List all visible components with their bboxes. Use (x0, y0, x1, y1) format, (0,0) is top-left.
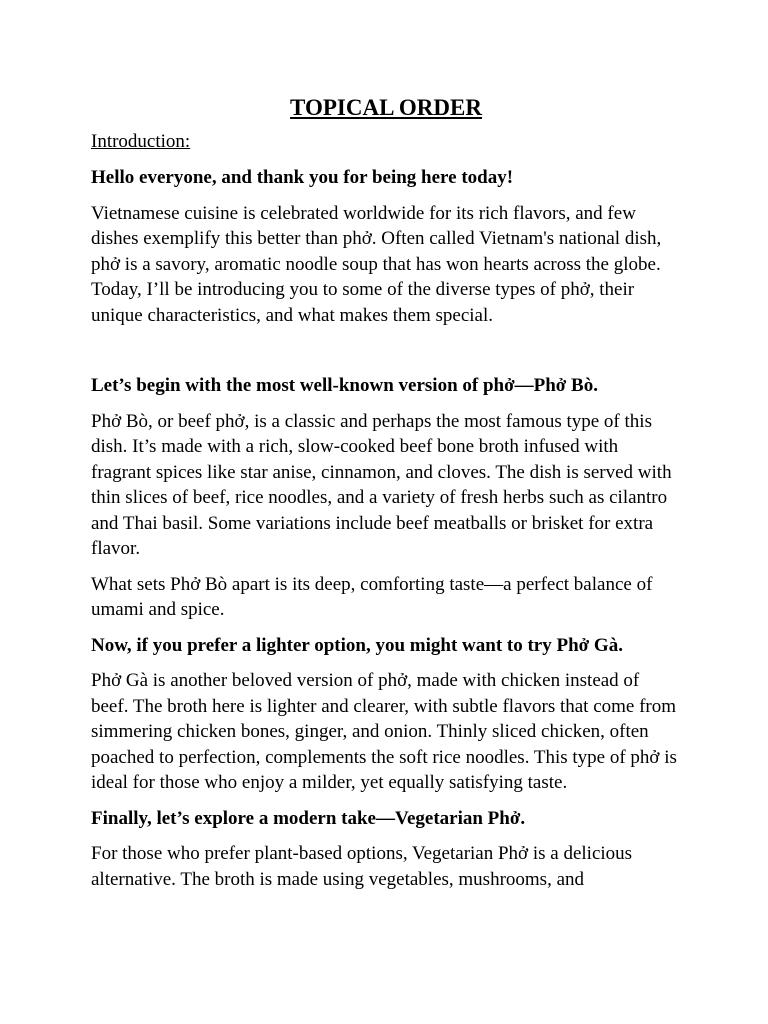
section-veg-paragraph: For those who prefer plant-based options, Vegetarian Phở is a delicious alternative. The broth is made using vegetables, mushrooms, and (91, 843, 633, 890)
intro-label: Introduction: (91, 131, 191, 152)
intro-paragraph: Vietnamese cuisine is celebrated worldwide for its rich flavors, and few dishes exemplify this better than phở. Often called Vietnam's national dish, phở is a savory, aromatic noodle soup that has won hearts across the globe. Today, I’ll be introducing you to some of the diverse types of phở, their unique characteristics, and what makes them special. (91, 202, 662, 326)
document-title: TOPICAL ORDER (290, 95, 482, 120)
section-spacer (91, 338, 681, 373)
section-bo-paragraph-2: What sets Phở Bò apart is its deep, comforting taste—a perfect balance of umami and spice. (91, 573, 653, 620)
section-bo-heading: Let’s begin with the most well-known version of phở—Phở Bò. (91, 375, 598, 396)
section-ga-heading: Now, if you prefer a lighter option, you might want to try Phở Gà. (91, 634, 623, 656)
greeting-heading: Hello everyone, and thank you for being here today! (91, 167, 514, 188)
document-page (91, 93, 681, 902)
section-ga-paragraph: Phở Gà is another beloved version of phở, made with chicken instead of beef. The broth here is lighter and clearer, with subtle flavors that come from simmering chicken bones, ginger, and onion. Thinly sliced chicken, often poached to perfection, complements the soft rice noodles. This type of phở is ideal for those who enjoy a milder, yet equally satisfying taste. (91, 670, 677, 793)
section-veg-heading: Finally, let’s explore a modern take—Vegetarian Phở. (91, 807, 526, 829)
section-bo-paragraph-1: Phở Bò, or beef phở, is a classic and perhaps the most famous type of this dish. It’s made with a rich, slow-cooked beef bone broth infused with fragrant spices like star anise, cinnamon, and cloves. The dish is served with thin slices of beef, rice noodles, and a variety of fresh herbs such as cilantro and Thai basil. Some variations include beef meatballs or brisket for extra flavor. (91, 410, 672, 559)
